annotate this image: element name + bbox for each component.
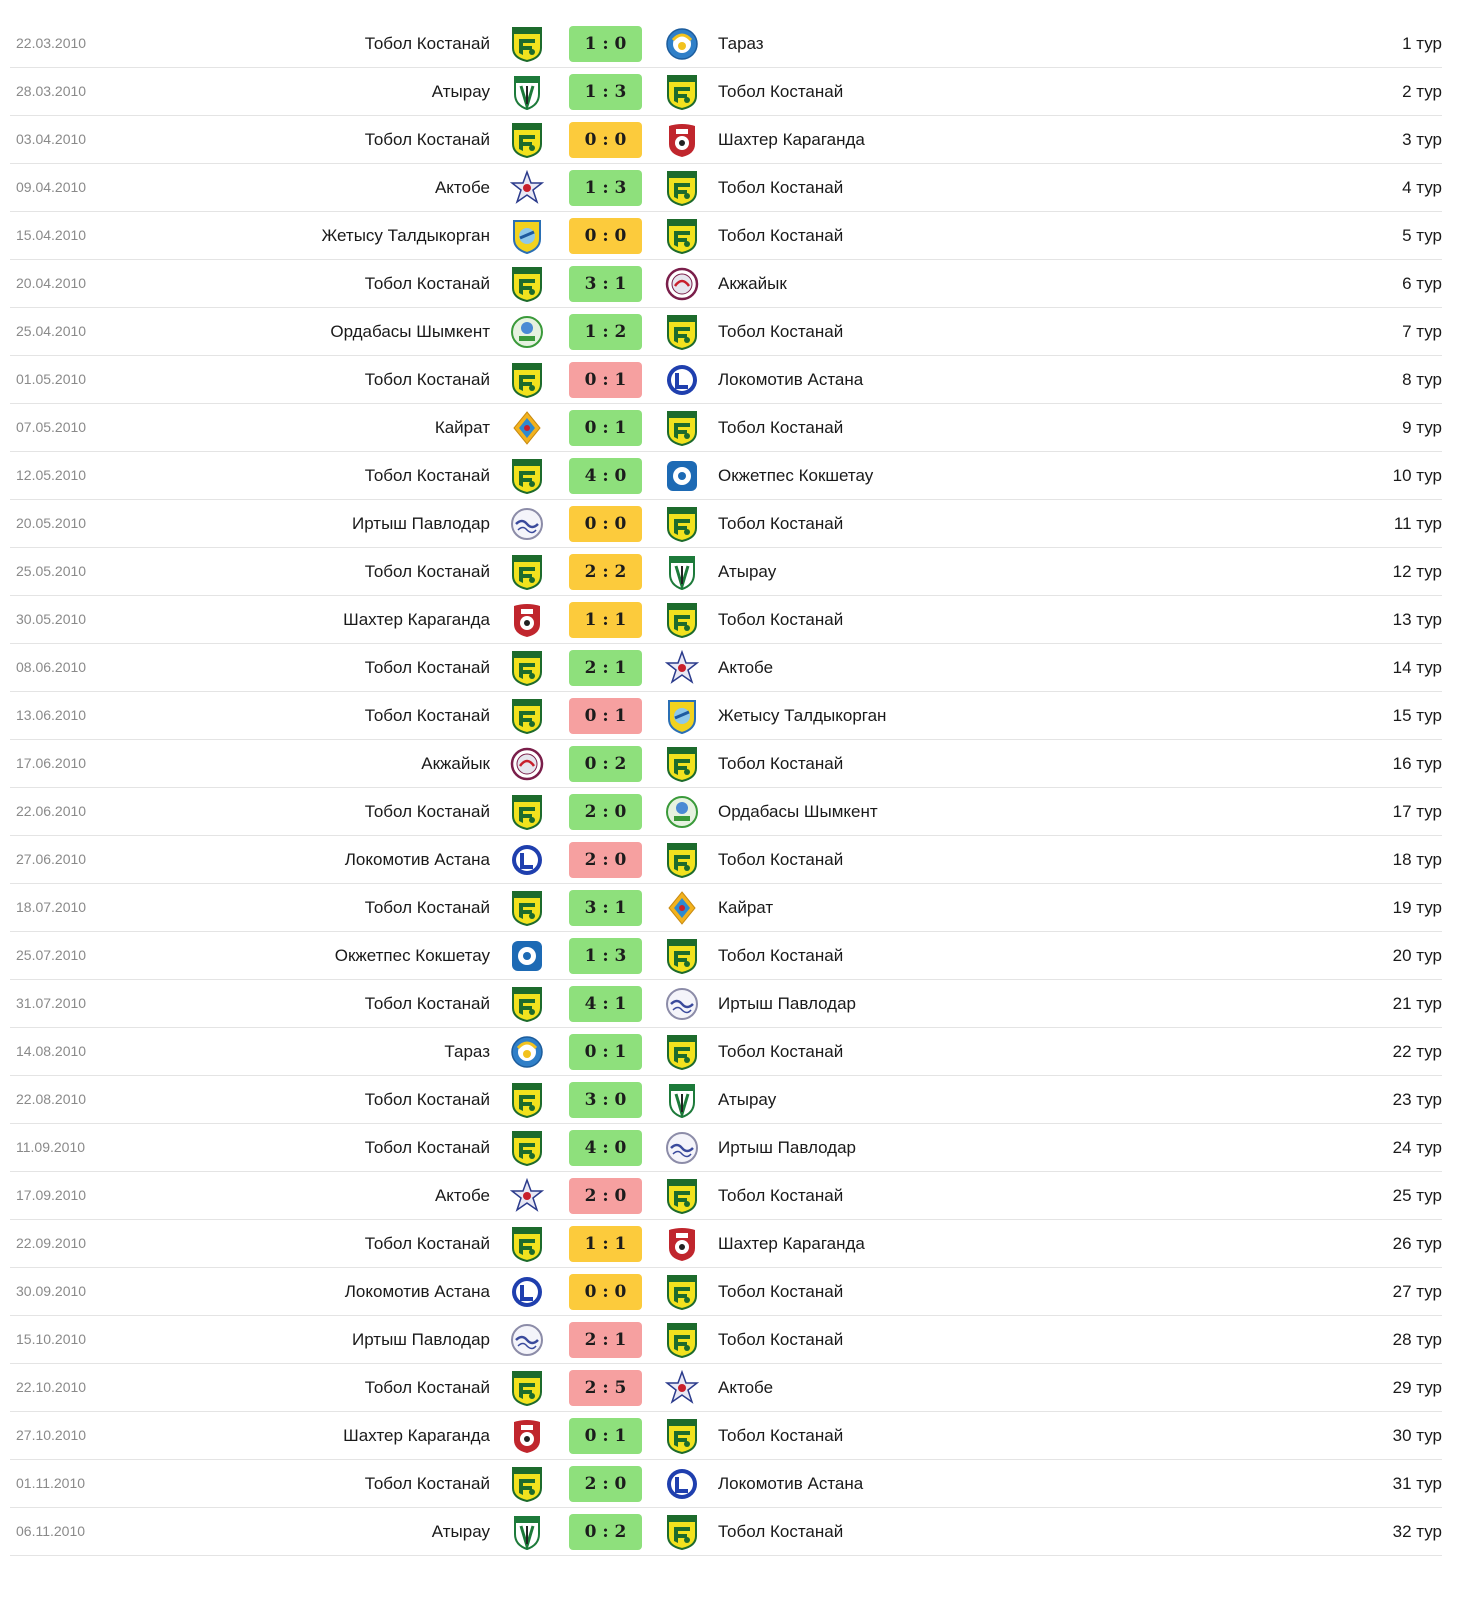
tobol-logo-icon[interactable]	[665, 74, 699, 110]
home-team-name[interactable]: Кайрат	[434, 418, 490, 437]
match-round: 16 тур	[1392, 754, 1442, 773]
away-team-name[interactable]: Тобол Костанай	[718, 514, 844, 533]
home-team-name[interactable]: Тобол Костанай	[364, 706, 490, 725]
tobol-logo-icon[interactable]	[510, 1226, 544, 1262]
tobol-logo-icon[interactable]	[665, 842, 699, 878]
match-row[interactable]	[10, 596, 1442, 644]
tobol-logo-icon[interactable]	[665, 1514, 699, 1550]
away-team-name[interactable]: Тобол Костанай	[718, 1330, 844, 1349]
match-list	[10, 20, 1442, 1556]
match-score[interactable]: 3 : 1	[569, 266, 642, 302]
home-team-name[interactable]: Тобол Костанай	[364, 1378, 490, 1397]
match-score[interactable]: 0 : 1	[569, 1418, 642, 1454]
match-row[interactable]	[10, 740, 1442, 788]
match-round: 12 тур	[1392, 562, 1442, 581]
away-team-name[interactable]: Тобол Костанай	[718, 1282, 844, 1301]
away-team-name[interactable]: Тобол Костанай	[718, 82, 844, 101]
match-row[interactable]	[10, 1412, 1442, 1460]
match-round: 17 тур	[1392, 802, 1442, 821]
match-date: 08.06.2010	[16, 659, 87, 675]
match-score[interactable]: 1 : 1	[569, 602, 642, 638]
tobol-logo-icon[interactable]	[510, 122, 544, 158]
match-round: 20 тур	[1392, 946, 1442, 965]
away-team-name[interactable]: Тараз	[718, 34, 764, 53]
match-score[interactable]: 4 : 0	[569, 1130, 642, 1166]
home-team-name[interactable]: Иртыш Павлодар	[351, 1330, 490, 1349]
match-score[interactable]: 2 : 0	[569, 842, 642, 878]
match-row[interactable]	[10, 308, 1442, 356]
home-team-name[interactable]: Тобол Костанай	[364, 130, 490, 149]
tobol-logo-icon[interactable]	[665, 1178, 699, 1214]
match-row[interactable]	[10, 1172, 1442, 1220]
match-date: 14.08.2010	[16, 1043, 87, 1059]
lokomotiv-logo-icon[interactable]	[665, 362, 699, 398]
kairat-logo-icon[interactable]	[510, 410, 544, 446]
match-round: 27 тур	[1392, 1282, 1442, 1301]
match-date: 25.07.2010	[16, 947, 87, 963]
match-score[interactable]: 0 : 0	[569, 218, 642, 254]
match-round: 22 тур	[1392, 1042, 1442, 1061]
match-date: 22.08.2010	[16, 1091, 87, 1107]
match-round: 7 тур	[1402, 322, 1442, 341]
home-team-name[interactable]: Тараз	[444, 1042, 490, 1061]
tobol-logo-icon[interactable]	[665, 218, 699, 254]
match-score[interactable]: 1 : 3	[569, 74, 642, 110]
home-team-name[interactable]: Иртыш Павлодар	[351, 514, 490, 533]
match-row[interactable]	[10, 116, 1442, 164]
match-row[interactable]	[10, 20, 1442, 68]
match-date: 20.05.2010	[16, 515, 87, 531]
match-row[interactable]	[10, 836, 1442, 884]
match-score[interactable]: 1 : 3	[569, 170, 642, 206]
match-date: 30.09.2010	[16, 1283, 87, 1299]
zhetysu-logo-icon[interactable]	[510, 218, 544, 254]
tobol-logo-icon[interactable]	[510, 1370, 544, 1406]
match-score[interactable]: 0 : 2	[569, 746, 642, 782]
away-team-name[interactable]: Иртыш Павлодар	[718, 1138, 857, 1157]
match-row[interactable]	[10, 404, 1442, 452]
shakhter-logo-icon[interactable]	[510, 602, 544, 638]
ordabasy-logo-icon[interactable]	[665, 794, 699, 830]
match-date: 20.04.2010	[16, 275, 87, 291]
away-team-name[interactable]: Атырау	[718, 562, 777, 581]
match-row[interactable]	[10, 548, 1442, 596]
home-team-name[interactable]: Тобол Костанай	[364, 274, 490, 293]
home-team-name[interactable]: Тобол Костанай	[364, 898, 490, 917]
taraz-logo-icon[interactable]	[665, 26, 699, 62]
match-round: 23 тур	[1392, 1090, 1442, 1109]
match-round: 28 тур	[1392, 1330, 1442, 1349]
match-round: 29 тур	[1392, 1378, 1442, 1397]
match-date: 01.05.2010	[16, 371, 87, 387]
tobol-logo-icon[interactable]	[510, 794, 544, 830]
match-score[interactable]: 2 : 0	[569, 794, 642, 830]
match-row[interactable]	[10, 1220, 1442, 1268]
match-score[interactable]: 0 : 1	[569, 698, 642, 734]
match-date: 06.11.2010	[16, 1523, 86, 1539]
away-team-name[interactable]: Локомотив Астана	[718, 370, 864, 389]
match-round: 15 тур	[1392, 706, 1442, 725]
aktobe-logo-icon[interactable]	[665, 650, 699, 686]
away-team-name[interactable]: Шахтер Караганда	[718, 130, 865, 149]
atyrau-logo-icon[interactable]	[510, 74, 544, 110]
match-score[interactable]: 2 : 0	[569, 1466, 642, 1502]
match-score[interactable]: 1 : 1	[569, 1226, 642, 1262]
tobol-logo-icon[interactable]	[510, 890, 544, 926]
home-team-name[interactable]: Тобол Костанай	[364, 658, 490, 677]
taraz-logo-icon[interactable]	[510, 1034, 544, 1070]
match-score[interactable]: 0 : 0	[569, 506, 642, 542]
match-row[interactable]	[10, 932, 1442, 980]
away-team-name[interactable]: Тобол Костанай	[718, 178, 844, 197]
irtysh-logo-icon[interactable]	[665, 1130, 699, 1166]
home-team-name[interactable]: Тобол Костанай	[364, 1474, 490, 1493]
match-row[interactable]	[10, 1028, 1442, 1076]
home-team-name[interactable]: Шахтер Караганда	[343, 1426, 490, 1445]
match-score[interactable]: 4 : 0	[569, 458, 642, 494]
home-team-name[interactable]: Шахтер Караганда	[343, 610, 490, 629]
match-score[interactable]: 0 : 1	[569, 410, 642, 446]
tobol-logo-icon[interactable]	[665, 938, 699, 974]
zhetysu-logo-icon[interactable]	[665, 698, 699, 734]
match-row[interactable]	[10, 644, 1442, 692]
home-team-name[interactable]: Тобол Костанай	[364, 370, 490, 389]
match-round: 6 тур	[1402, 274, 1442, 293]
match-date: 01.11.2010	[16, 1475, 86, 1491]
lokomotiv-logo-icon[interactable]	[510, 1274, 544, 1310]
tobol-logo-icon[interactable]	[510, 26, 544, 62]
ordabasy-logo-icon[interactable]	[510, 314, 544, 350]
aktobe-logo-icon[interactable]	[510, 170, 544, 206]
tobol-logo-icon[interactable]	[510, 986, 544, 1022]
away-team-name[interactable]: Тобол Костанай	[718, 754, 844, 773]
tobol-logo-icon[interactable]	[510, 1466, 544, 1502]
home-team-name[interactable]: Тобол Костанай	[364, 562, 490, 581]
match-round: 2 тур	[1402, 82, 1442, 101]
match-date: 28.03.2010	[16, 83, 87, 99]
away-team-name[interactable]: Тобол Костанай	[718, 1186, 844, 1205]
home-team-name[interactable]: Тобол Костанай	[364, 1090, 490, 1109]
match-round: 14 тур	[1392, 658, 1442, 677]
shakhter-logo-icon[interactable]	[510, 1418, 544, 1454]
match-score[interactable]: 0 : 1	[569, 1034, 642, 1070]
match-row[interactable]	[10, 68, 1442, 116]
match-round: 3 тур	[1402, 130, 1442, 149]
tobol-logo-icon[interactable]	[665, 1034, 699, 1070]
tobol-logo-icon[interactable]	[665, 1418, 699, 1454]
match-score[interactable]: 2 : 5	[569, 1370, 642, 1406]
match-round: 32 тур	[1392, 1522, 1442, 1541]
away-team-name[interactable]: Актобе	[718, 658, 774, 677]
match-score[interactable]: 0 : 1	[569, 362, 642, 398]
match-date: 09.04.2010	[16, 179, 87, 195]
match-round: 9 тур	[1402, 418, 1442, 437]
away-team-name[interactable]: Тобол Костанай	[718, 1426, 844, 1445]
match-round: 24 тур	[1392, 1138, 1442, 1157]
tobol-logo-icon[interactable]	[510, 1082, 544, 1118]
match-score[interactable]: 1 : 3	[569, 938, 642, 974]
match-row[interactable]	[10, 164, 1442, 212]
tobol-logo-icon[interactable]	[665, 506, 699, 542]
tobol-logo-icon[interactable]	[665, 1322, 699, 1358]
home-team-name[interactable]: Атырау	[431, 1522, 490, 1541]
match-round: 5 тур	[1402, 226, 1442, 245]
home-team-name[interactable]: Актобе	[434, 178, 490, 197]
match-row[interactable]	[10, 1124, 1442, 1172]
tobol-logo-icon[interactable]	[510, 554, 544, 590]
aktobe-logo-icon[interactable]	[510, 1178, 544, 1214]
home-team-name[interactable]: Тобол Костанай	[364, 1138, 490, 1157]
away-team-name[interactable]: Жетысу Талдыкорган	[718, 706, 887, 725]
match-date: 11.09.2010	[16, 1139, 86, 1155]
home-team-name[interactable]: Локомотив Астана	[344, 1282, 490, 1301]
match-round: 1 тур	[1402, 34, 1442, 53]
match-date: 17.06.2010	[16, 755, 87, 771]
away-team-name[interactable]: Тобол Костанай	[718, 226, 844, 245]
shakhter-logo-icon[interactable]	[665, 122, 699, 158]
away-team-name[interactable]: Актобе	[718, 1378, 774, 1397]
tobol-logo-icon[interactable]	[665, 1274, 699, 1310]
tobol-logo-icon[interactable]	[510, 698, 544, 734]
home-team-name[interactable]: Тобол Костанай	[364, 466, 490, 485]
match-round: 19 тур	[1392, 898, 1442, 917]
match-row[interactable]	[10, 1364, 1442, 1412]
match-date: 15.10.2010	[16, 1331, 87, 1347]
tobol-logo-icon[interactable]	[510, 362, 544, 398]
home-team-name[interactable]: Окжетпес Кокшетау	[334, 946, 490, 965]
away-team-name[interactable]: Шахтер Караганда	[718, 1234, 865, 1253]
match-row[interactable]	[10, 1508, 1442, 1556]
match-score[interactable]: 1 : 2	[569, 314, 642, 350]
shakhter-logo-icon[interactable]	[665, 1226, 699, 1262]
atyrau-logo-icon[interactable]	[510, 1514, 544, 1550]
match-row[interactable]	[10, 1316, 1442, 1364]
match-row[interactable]	[10, 884, 1442, 932]
tobol-logo-icon[interactable]	[665, 314, 699, 350]
match-row[interactable]	[10, 692, 1442, 740]
match-round: 13 тур	[1392, 610, 1442, 629]
home-team-name[interactable]: Тобол Костанай	[364, 802, 490, 821]
away-team-name[interactable]: Кайрат	[718, 898, 774, 917]
match-row[interactable]	[10, 788, 1442, 836]
match-date: 22.09.2010	[16, 1235, 87, 1251]
match-row[interactable]	[10, 452, 1442, 500]
away-team-name[interactable]: Ордабасы Шымкент	[718, 802, 878, 821]
match-round: 21 тур	[1392, 994, 1442, 1013]
tobol-logo-icon[interactable]	[665, 746, 699, 782]
away-team-name[interactable]: Тобол Костанай	[718, 850, 844, 869]
match-date: 27.06.2010	[16, 851, 87, 867]
lokomotiv-logo-icon[interactable]	[510, 842, 544, 878]
match-date: 12.05.2010	[16, 467, 87, 483]
match-date: 13.06.2010	[16, 707, 87, 723]
match-date: 22.10.2010	[16, 1379, 87, 1395]
okzhetpes-logo-icon[interactable]	[665, 458, 699, 494]
match-date: 03.04.2010	[16, 131, 87, 147]
okzhetpes-logo-icon[interactable]	[510, 938, 544, 974]
home-team-name[interactable]: Жетысу Талдыкорган	[321, 226, 490, 245]
match-score[interactable]: 0 : 2	[569, 1514, 642, 1550]
away-team-name[interactable]: Тобол Костанай	[718, 322, 844, 341]
match-date: 18.07.2010	[16, 899, 87, 915]
match-date: 25.04.2010	[16, 323, 87, 339]
match-score[interactable]: 2 : 2	[569, 554, 642, 590]
match-score[interactable]: 0 : 0	[569, 122, 642, 158]
home-team-name[interactable]: Тобол Костанай	[364, 994, 490, 1013]
kairat-logo-icon[interactable]	[665, 890, 699, 926]
tobol-logo-icon[interactable]	[510, 1130, 544, 1166]
away-team-name[interactable]: Атырау	[718, 1090, 777, 1109]
match-round: 4 тур	[1402, 178, 1442, 197]
away-team-name[interactable]: Тобол Костанай	[718, 946, 844, 965]
tobol-logo-icon[interactable]	[665, 602, 699, 638]
tobol-logo-icon[interactable]	[665, 170, 699, 206]
away-team-name[interactable]: Окжетпес Кокшетау	[718, 466, 874, 485]
away-team-name[interactable]: Тобол Костанай	[718, 1042, 844, 1061]
match-round: 10 тур	[1392, 466, 1442, 485]
atyrau-logo-icon[interactable]	[665, 554, 699, 590]
away-team-name[interactable]: Тобол Костанай	[718, 610, 844, 629]
match-date: 22.03.2010	[16, 35, 87, 51]
match-score[interactable]: 0 : 0	[569, 1274, 642, 1310]
match-score[interactable]: 2 : 0	[569, 1178, 642, 1214]
tobol-logo-icon[interactable]	[510, 650, 544, 686]
home-team-name[interactable]: Акжайык	[421, 754, 490, 773]
akzhaiyk-logo-icon[interactable]	[665, 266, 699, 302]
match-round: 11 тур	[1393, 514, 1442, 533]
match-date: 17.09.2010	[16, 1187, 87, 1203]
match-date: 27.10.2010	[16, 1427, 87, 1443]
match-round: 30 тур	[1392, 1426, 1442, 1445]
match-date: 07.05.2010	[16, 419, 87, 435]
lokomotiv-logo-icon[interactable]	[665, 1466, 699, 1502]
irtysh-logo-icon[interactable]	[510, 1322, 544, 1358]
home-team-name[interactable]: Ордабасы Шымкент	[330, 322, 490, 341]
match-round: 18 тур	[1392, 850, 1442, 869]
match-row[interactable]	[10, 260, 1442, 308]
match-date: 22.06.2010	[16, 803, 87, 819]
match-row[interactable]	[10, 1460, 1442, 1508]
away-team-name[interactable]: Иртыш Павлодар	[718, 994, 857, 1013]
match-score[interactable]: 3 : 0	[569, 1082, 642, 1118]
match-round: 8 тур	[1402, 370, 1442, 389]
match-score[interactable]: 1 : 0	[569, 26, 642, 62]
match-score[interactable]: 2 : 1	[569, 1322, 642, 1358]
away-team-name[interactable]: Локомотив Астана	[718, 1474, 864, 1493]
home-team-name[interactable]: Тобол Костанай	[364, 1234, 490, 1253]
away-team-name[interactable]: Тобол Костанай	[718, 418, 844, 437]
irtysh-logo-icon[interactable]	[510, 506, 544, 542]
away-team-name[interactable]: Тобол Костанай	[718, 1522, 844, 1541]
match-date: 25.05.2010	[16, 563, 87, 579]
match-row[interactable]	[10, 1076, 1442, 1124]
match-row[interactable]	[10, 500, 1442, 548]
match-row[interactable]	[10, 212, 1442, 260]
home-team-name[interactable]: Атырау	[431, 82, 490, 101]
match-score[interactable]: 3 : 1	[569, 890, 642, 926]
match-round: 31 тур	[1392, 1474, 1442, 1493]
match-score[interactable]: 4 : 1	[569, 986, 642, 1022]
match-round: 26 тур	[1392, 1234, 1442, 1253]
home-team-name[interactable]: Тобол Костанай	[364, 34, 490, 53]
match-row[interactable]	[10, 1268, 1442, 1316]
match-row[interactable]	[10, 356, 1442, 404]
akzhaiyk-logo-icon[interactable]	[510, 746, 544, 782]
match-round: 25 тур	[1392, 1186, 1442, 1205]
tobol-logo-icon[interactable]	[510, 458, 544, 494]
tobol-logo-icon[interactable]	[665, 410, 699, 446]
tobol-logo-icon[interactable]	[510, 266, 544, 302]
aktobe-logo-icon[interactable]	[665, 1370, 699, 1406]
home-team-name[interactable]: Актобе	[434, 1186, 490, 1205]
away-team-name[interactable]: Акжайык	[718, 274, 787, 293]
match-date: 30.05.2010	[16, 611, 87, 627]
match-row[interactable]	[10, 980, 1442, 1028]
irtysh-logo-icon[interactable]	[665, 986, 699, 1022]
match-date: 15.04.2010	[16, 227, 87, 243]
atyrau-logo-icon[interactable]	[665, 1082, 699, 1118]
match-score[interactable]: 2 : 1	[569, 650, 642, 686]
home-team-name[interactable]: Локомотив Астана	[344, 850, 490, 869]
match-date: 31.07.2010	[16, 995, 87, 1011]
